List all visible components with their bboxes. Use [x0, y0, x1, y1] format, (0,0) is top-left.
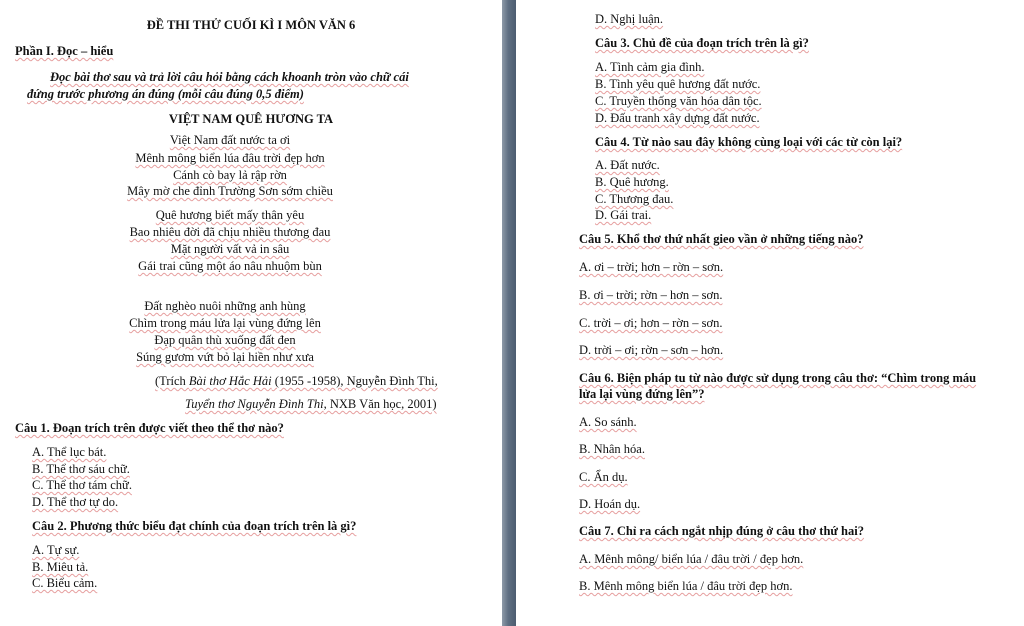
poem-line: Mặt người vất vả in sâu [170, 242, 290, 256]
answer-option: C. Truyền thống văn hóa dân tộc. [595, 94, 762, 108]
poem-line: Đất nghèo nuôi những anh hùng [144, 299, 306, 313]
answer-option: C. Thương đau. [595, 192, 674, 206]
answer-option: B. Miêu tả. [32, 560, 89, 574]
poem-line: Việt Nam đất nước ta ơi [169, 133, 291, 147]
right-document-page [516, 0, 1024, 626]
question-7: Câu 7. Chỉ ra cách ngắt nhịp đúng ở câu thơ thứ hai? [579, 524, 864, 538]
poem-title: VIỆT NAM QUÊ HƯƠNG TA [168, 112, 334, 126]
source-work: Bài thơ Hắc Hải [188, 374, 272, 388]
poem-source-line-2 [185, 396, 437, 412]
answer-option: C. trời – ơi; hơn – rờn – sơn. [579, 316, 723, 330]
poem-line: Mênh mông biển lúa đâu trời đẹp hơn [135, 151, 325, 165]
part-heading: Phần I. Đọc – hiểu [15, 44, 114, 58]
poem-line: Gái trai cũng một áo nâu nhuộm bùn [138, 259, 322, 273]
answer-option: B. Nhân hóa. [579, 442, 645, 456]
source-rest: (1955 -1958), Nguyễn Đình Thi, [271, 374, 438, 388]
answer-option: B. Tình yêu quê hương đất nước. [595, 77, 761, 91]
source-publisher: , NXB Văn học, 2001) [323, 397, 437, 411]
question-1: Câu 1. Đoạn trích trên được viết theo thể thơ nào? [15, 421, 284, 435]
answer-option: C. Thể thơ tám chữ. [32, 478, 132, 492]
exam-title: ĐỀ THI THỬ CUỐI KÌ I MÔN VĂN 6 [146, 18, 356, 32]
poem-line: Quê hương biết mấy thân yêu [155, 208, 305, 222]
question-6-line-2: lửa lại vùng đứng lên”? [579, 387, 705, 401]
question-5: Câu 5. Khổ thơ thứ nhất gieo vần ở những tiếng nào? [579, 232, 864, 246]
answer-option: D. Đấu tranh xây dựng đất nước. [595, 111, 760, 125]
poem-line: Mây mờ che đỉnh Trường Sơn sớm chiều [127, 184, 333, 198]
instruction-line-2: đứng trước phương án đúng (mỗi câu đúng 0,5 điểm) [27, 87, 304, 101]
source-book: Tuyển thơ Nguyễn Đình Thi [185, 397, 324, 411]
answer-option: B. Quê hương. [595, 175, 669, 189]
answer-option: B. Thể thơ sáu chữ. [32, 462, 130, 476]
poem-line: Chìm trong máu lửa lại vùng đứng lên [129, 316, 321, 330]
question-6-line-1: Câu 6. Biện pháp tu từ nào được sử dụng trong câu thơ: “Chìm trong máu [579, 371, 977, 385]
answer-option: C. Biểu cảm. [32, 576, 98, 590]
poem-line: Bao nhiêu đời đã chịu nhiều thương đau [129, 225, 331, 239]
answer-option: A. Tự sự. [32, 543, 80, 557]
question-3: Câu 3. Chủ đề của đoạn trích trên là gì? [595, 36, 809, 50]
answer-option: B. ơi – trời; rờn – hơn – sơn. [579, 288, 723, 302]
poem-line: Đạp quân thù xuống đất đen [154, 333, 296, 347]
answer-option: D. Gái trai. [595, 208, 652, 222]
question-2: Câu 2. Phương thức biểu đạt chính của đoạn trích trên là gì? [32, 519, 357, 533]
question-4: Câu 4. Từ nào sau đây không cùng loại với các từ còn lại? [595, 135, 903, 149]
answer-option: C. Ẩn dụ. [579, 470, 628, 484]
poem-source-line-1 [155, 373, 438, 389]
left-document-page [0, 0, 502, 626]
poem-line: Cánh cò bay lả rập rờn [173, 168, 287, 182]
answer-option: D. Nghị luận. [595, 12, 664, 26]
answer-option: A. Mênh mông/ biển lúa / đâu trời / đẹp hơn. [579, 552, 804, 566]
answer-option: D. trời – ơi; rờn – sơn – hơn. [579, 343, 724, 357]
answer-option: A. ơi – trời; hơn – rờn – sơn. [579, 260, 724, 274]
answer-option: A. So sánh. [579, 415, 637, 429]
source-prefix: (Trích [155, 374, 189, 388]
answer-option: D. Thể thơ tự do. [32, 495, 119, 509]
answer-option: A. Đất nước. [595, 158, 660, 172]
answer-option: A. Tình cảm gia đình. [595, 60, 705, 74]
answer-option: D. Hoán dụ. [579, 497, 641, 511]
instruction-line-1: Đọc bài thơ sau và trả lời câu hỏi bằng cách khoanh tròn vào chữ cái [50, 70, 409, 84]
page-gutter [502, 0, 516, 626]
answer-option: B. Mênh mông biển lúa / đâu trời đẹp hơn. [579, 579, 793, 593]
answer-option: A. Thể lục bát. [32, 445, 107, 459]
poem-line: Súng gươm vứt bỏ lại hiền như xưa [136, 350, 314, 364]
